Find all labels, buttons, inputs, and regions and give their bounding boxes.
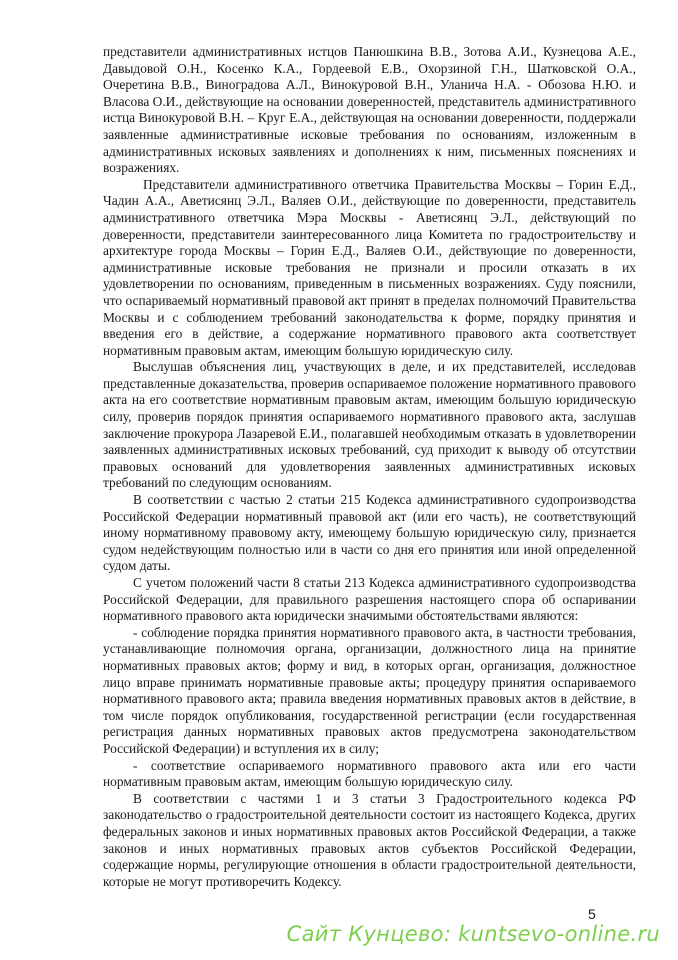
paragraph-article-215: В соответствии с частью 2 статьи 215 Кодекса административного судопроизводства Российской Федерации нормативный правовой акт (или его часть), не соответствующий иному нормативному правовому акту, имеющему большую юридическую силу, признается судом недействующим полностью или в части со дня его принятия или иной определенной судом даты.: [103, 492, 636, 574]
site-watermark: Сайт Кунцево: kuntsevo-online.ru: [286, 922, 660, 946]
paragraph-representatives-plaintiffs: представители административных истцов Панюшкина В.В., Зотова А.И., Кузнецова А.Е., Давыдовой О.Н., Косенко К.А., Гордеевой Е.В., Охорзиной Г.Н., Шатковской О.А., Очеретина В.В., Виноградова А.Л., Винокуровой В.Н., Уланича Н.А. - Обозова Н.Ю. и Власова О.И., действующие на основании доверенностей, представитель административного истца Винокуровой В.Н. – Круг Е.А., действующая на основании доверенности, поддержали заявленные административные исковые требования по основаниям, изложенным в административных исковых заявлениях и дополнениях к ним, письменных пояснениях и возражениях.: [103, 44, 636, 176]
list-item-procedure: - соблюдение порядка принятия нормативного правового акта, в частности требования, устанавливающие полномочия органа, организации, должностного лица на принятие нормативных правовых актов; форму и вид, в которых орган, организация, должностное лицо вправе принимать нормативные правовые акты; процедуру принятия оспариваемого нормативного правового акта; правила введения нормативных правовых актов в действие, в том числе порядок опубликования, государственной регистрации (если государственная регистрация данных нормативных правовых актов предусмотрена законодательством Российской Федерации) и вступления их в силу;: [103, 624, 636, 756]
list-item-conformity: - соответствие оспариваемого нормативного правового акта или его части нормативным правовым актам, имеющим большую юридическую силу.: [103, 757, 636, 790]
paragraph-urban-planning-code: В соответствии с частями 1 и 3 статьи 3 Градостроительного кодекса РФ законодательство о градостроительной деятельности состоит из настоящего Кодекса, других федеральных законов и иных нормативных правовых актов Российской Федерации, а также законов и иных нормативных правовых актов субъектов Российской Федерации, содержащие нормы, регулирующие отношения в области градостроительной деятельности, которые не могут противоречить Кодексу.: [103, 790, 636, 889]
document-body: [103, 44, 636, 890]
paragraph-court-findings: Выслушав объяснения лиц, участвующих в деле, и их представителей, исследовав представленные доказательства, проверив оспариваемое положение нормативного правового акта на его соответствие нормативным правовым актам, имеющим большую юридическую силу, проверив порядок принятия оспариваемого нормативного правового акта, заслушав заключение прокурора Лазаревой Е.И., полагавшей необходимым отказать в удовлетворении заявленных административных исковых требований, суд приходит к выводу об отсутствии правовых оснований для удовлетворения заявленных административных исковых требований по следующим основаниям.: [103, 359, 636, 491]
paragraph-article-213: С учетом положений части 8 статьи 213 Кодекса административного судопроизводства Российской Федерации, для правильного разрешения настоящего спора об оспаривании нормативного правового акта юридически значимыми обстоятельствами являются:: [103, 575, 636, 624]
paragraph-representatives-defendant: Представители административного ответчика Правительства Москвы – Горин Е.Д., Чадин А.А., Аветисянц Э.Л., Валяев О.И., действующие по доверенности, представитель административного ответчика Мэра Москвы - Аветисянц Э.Л., действующий по доверенности, представители заинтересованного лица Комитета по градостроительству и архитектуре города Москвы – Горин Е.Д., Валяев О.И., действующие по доверенности, административные исковые требования не признали и просили отказать в их удовлетворении по основаниям, приведенным в письменных возражениях. Суду пояснили, что оспариваемый нормативный правовой акт принят в пределах полномочий Правительства Москвы и с соблюдением требований законодательства к форме, порядку принятия и введения его в действие, а содержание нормативного правового акта соответствует нормативным правовым актам, имеющим большую юридическую силу.: [103, 176, 636, 358]
page-number: 5: [588, 906, 596, 922]
